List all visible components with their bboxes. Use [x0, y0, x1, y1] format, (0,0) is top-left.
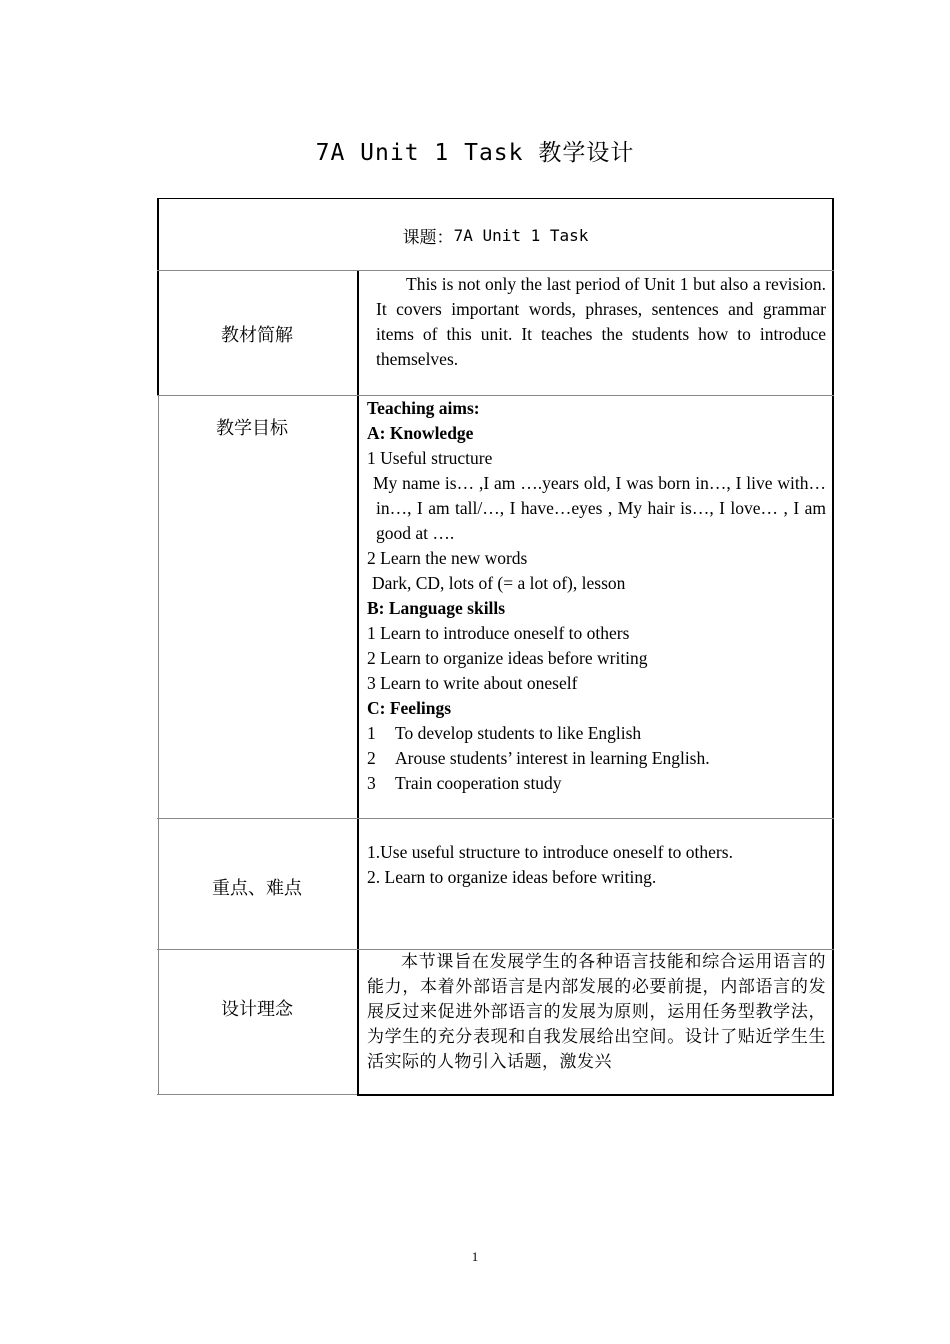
- concept-content: [358, 950, 834, 1095]
- knowledge-item-2-text: Dark, CD, lots of (= a lot of), lesson: [372, 573, 626, 593]
- intro-row: [157, 270, 834, 396]
- concept-label: 设计理念: [221, 998, 293, 1020]
- knowledge-item-2-title: 2 Learn the new words: [367, 548, 528, 568]
- feelings-heading: C: Feelings: [367, 698, 452, 718]
- feeling-text: To develop students to like English: [395, 723, 642, 743]
- intro-content: [358, 271, 834, 396]
- aims-heading: Teaching aims:: [367, 398, 480, 418]
- feeling-number: 3: [367, 773, 376, 793]
- skill-item: 1 Learn to introduce oneself to others: [367, 623, 630, 643]
- keypoint-item: 2. Learn to organize ideas before writing.: [367, 867, 657, 887]
- feeling-item: [367, 746, 826, 771]
- aims-content: [358, 396, 834, 819]
- subject-value: 7A Unit 1 Task: [453, 225, 589, 245]
- skill-item: 3 Learn to write about oneself: [367, 673, 578, 693]
- keypoint-item: 1.Use useful structure to introduce oneself to others.: [367, 842, 733, 862]
- skill-item: 2 Learn to organize ideas before writing: [367, 648, 648, 668]
- aims-row: [157, 395, 834, 819]
- aims-label: 教学目标: [216, 418, 288, 439]
- intro-text: This is not only the last period of Unit 1 but also a revision. It covers important words, phrases, sentences and grammar items of this unit. It teaches the students how to introduce themselves.: [376, 274, 826, 369]
- feeling-number: 1: [367, 723, 376, 743]
- knowledge-heading: A: Knowledge: [367, 423, 474, 443]
- document-title: 7A Unit 1 Task 教学设计: [315, 140, 635, 166]
- knowledge-item-1-title: 1 Useful structure: [367, 448, 493, 468]
- skills-heading: B: Language skills: [367, 598, 506, 618]
- subject-row: [157, 198, 834, 271]
- feeling-text: Train cooperation study: [395, 773, 562, 793]
- feeling-item: [367, 721, 826, 746]
- feeling-text: Arouse students’ interest in learning English.: [395, 748, 710, 768]
- keypoints-label: 重点、难点: [212, 877, 302, 899]
- subject-label: 课题：: [402, 227, 454, 248]
- keypoints-content: [358, 819, 834, 950]
- intro-label: 教材简解: [221, 324, 293, 346]
- knowledge-item-1-text: My name is… ,I am ….years old, I was born in…, I live with…in…, I am tall/…, I have…eyes , My hair is…, I love… , I am good at ….: [373, 473, 826, 543]
- keypoints-row: [157, 818, 834, 950]
- feeling-item: [367, 771, 826, 796]
- feeling-number: 2: [367, 748, 376, 768]
- page-number: 1: [471, 1249, 479, 1264]
- subject-cell: [157, 199, 834, 271]
- concept-text: 本节课旨在发展学生的各种语言技能和综合运用语言的能力，本着外部语言是内部发展的必要前提，内部语言的发展反过来促进外部语言的发展为原则，运用任务型教学法，为学生的充分表现和自我发展给出空间。设计了贴近学生生活实际的人物引入话题，激发兴: [367, 952, 826, 1072]
- concept-row: [157, 949, 834, 1095]
